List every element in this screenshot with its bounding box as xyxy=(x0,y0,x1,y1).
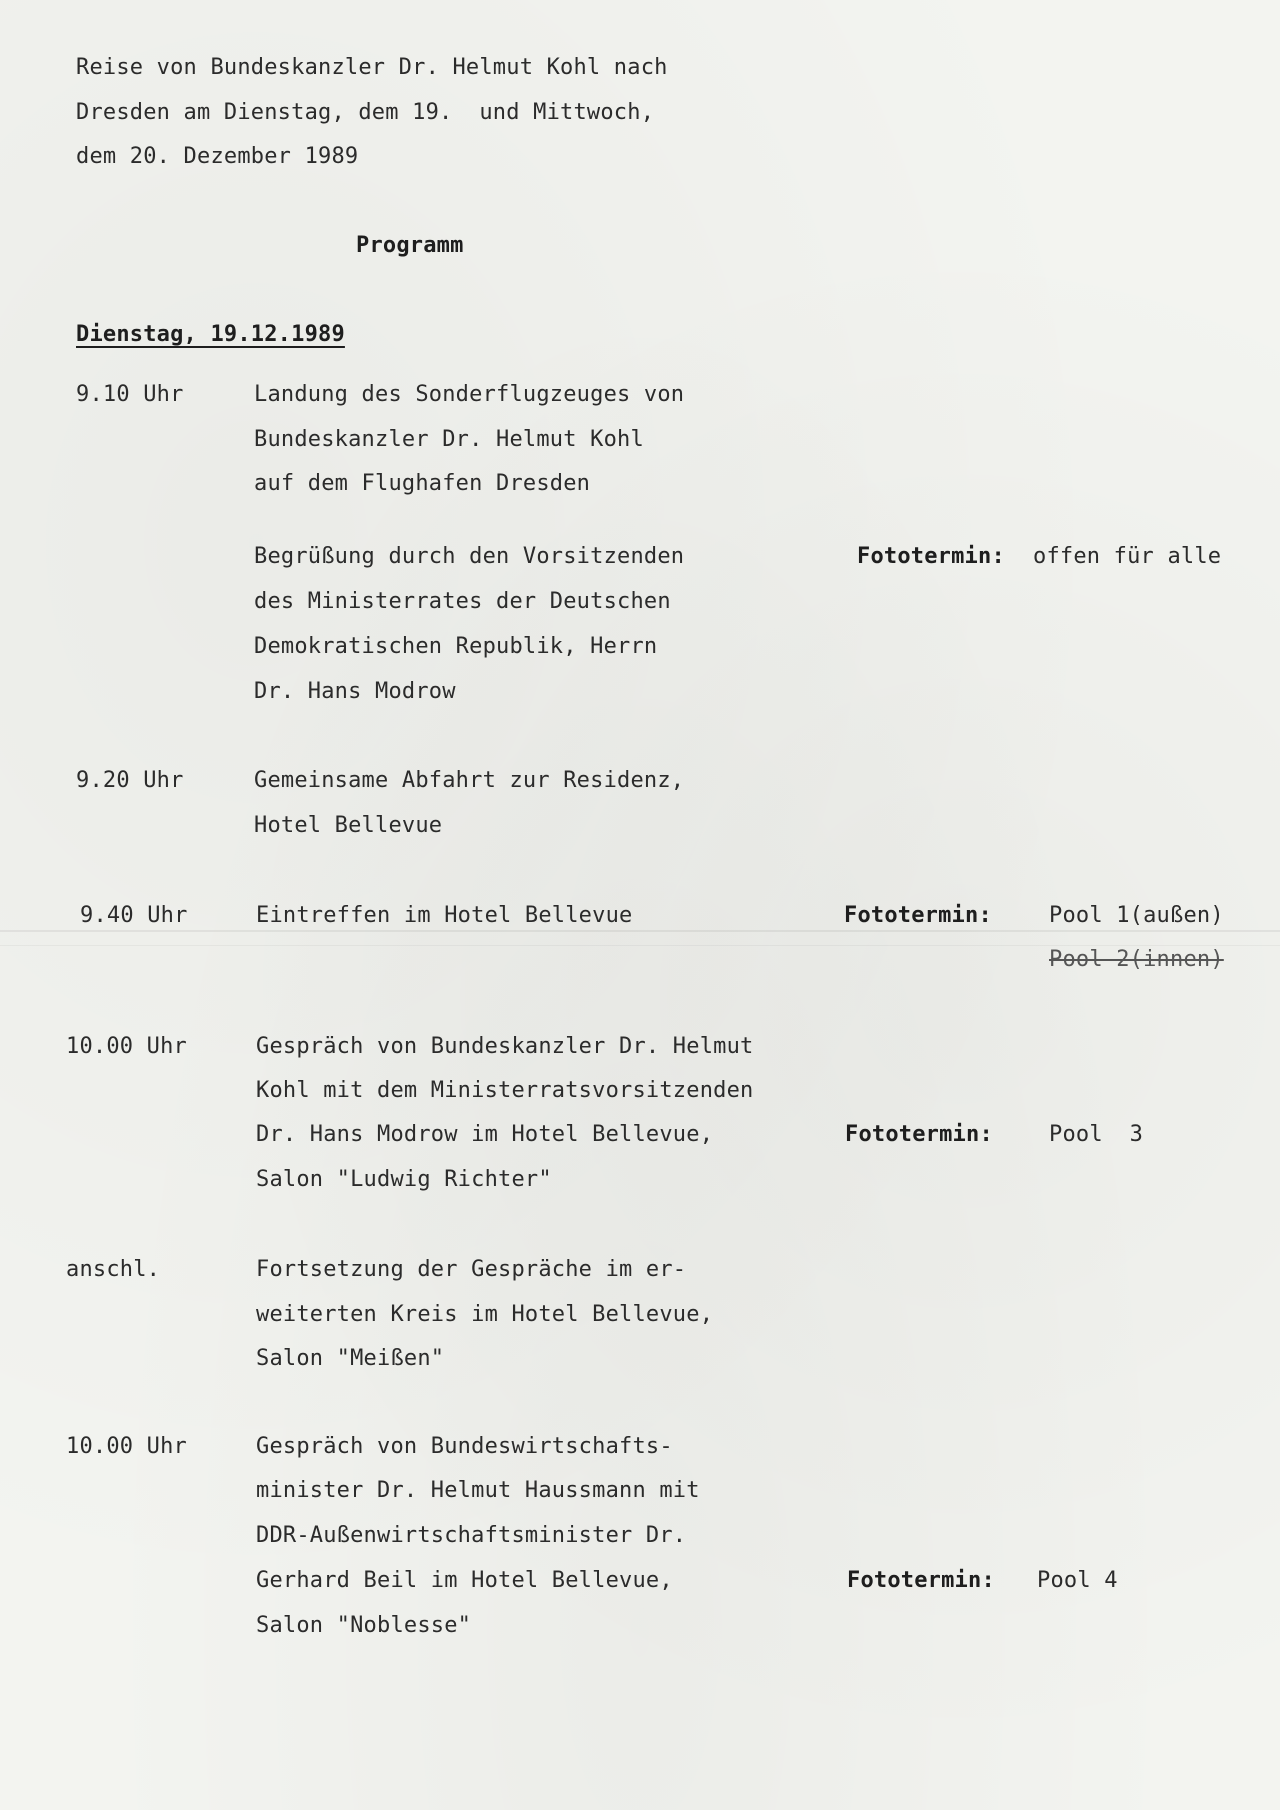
entry-line: Eintreffen im Hotel Bellevue xyxy=(256,903,633,928)
entry-line: Bundeskanzler Dr. Helmut Kohl xyxy=(254,427,644,452)
program-title: Programm xyxy=(356,233,464,258)
entry-time: 10.00 Uhr xyxy=(66,1034,188,1059)
entry-time: 9.20 Uhr xyxy=(76,768,184,793)
entry-time: anschl. xyxy=(66,1257,161,1282)
entry-line: des Ministerrates der Deutschen xyxy=(254,589,671,614)
entry-line: weiterten Kreis im Hotel Bellevue, xyxy=(256,1302,714,1327)
entry-line: Landung des Sonderflugzeuges von xyxy=(254,382,685,407)
entry-line: Gemeinsame Abfahrt zur Residenz, xyxy=(254,768,685,793)
entry-line: Dr. Hans Modrow im Hotel Bellevue, xyxy=(256,1122,714,1147)
entry-line: minister Dr. Helmut Haussmann mit xyxy=(256,1478,700,1503)
entry-time: 10.00 Uhr xyxy=(66,1434,188,1459)
foto-value-struck: Pool 2(innen) xyxy=(1049,947,1224,972)
foto-value: Pool 3 xyxy=(1049,1122,1144,1147)
entry-line: Fortsetzung der Gespräche im er- xyxy=(256,1257,687,1282)
entry-line: DDR-Außenwirtschaftsminister Dr. xyxy=(256,1523,687,1548)
foto-value: Pool 1(außen) xyxy=(1049,903,1224,928)
entry-line: Dr. Hans Modrow xyxy=(254,679,456,704)
header-line-2: Dresden am Dienstag, dem 19. und Mittwoch, xyxy=(76,100,655,125)
entry-line: Salon "Noblesse" xyxy=(256,1613,472,1638)
day-heading: Dienstag, 19.12.1989 xyxy=(76,322,345,347)
foto-label: Fototermin: xyxy=(844,903,992,928)
entry-line: Salon "Meißen" xyxy=(256,1346,445,1371)
entry-time: 9.10 Uhr xyxy=(76,382,184,407)
header-line-3: dem 20. Dezember 1989 xyxy=(76,144,359,169)
foto-label: Fototermin: xyxy=(845,1122,993,1147)
entry-line: Salon "Ludwig Richter" xyxy=(256,1167,552,1192)
entry-line: Gespräch von Bundeskanzler Dr. Helmut xyxy=(256,1034,754,1059)
entry-line: Gerhard Beil im Hotel Bellevue, xyxy=(256,1568,673,1593)
entry-line: auf dem Flughafen Dresden xyxy=(254,471,591,496)
entry-time: 9.40 Uhr xyxy=(80,903,188,928)
entry-line: Demokratischen Republik, Herrn xyxy=(254,634,658,659)
entry-line: Gespräch von Bundeswirtschafts- xyxy=(256,1434,673,1459)
entry-line: Begrüßung durch den Vorsitzenden xyxy=(254,544,685,569)
foto-label: Fototermin: xyxy=(857,544,1005,569)
foto-value: offen für alle xyxy=(1033,544,1222,569)
header-line-1: Reise von Bundeskanzler Dr. Helmut Kohl nach xyxy=(76,55,668,80)
entry-line: Kohl mit dem Ministerratsvorsitzenden xyxy=(256,1078,754,1103)
entry-line: Hotel Bellevue xyxy=(254,813,443,838)
foto-value: Pool 4 xyxy=(1037,1568,1118,1593)
foto-label: Fototermin: xyxy=(847,1568,995,1593)
